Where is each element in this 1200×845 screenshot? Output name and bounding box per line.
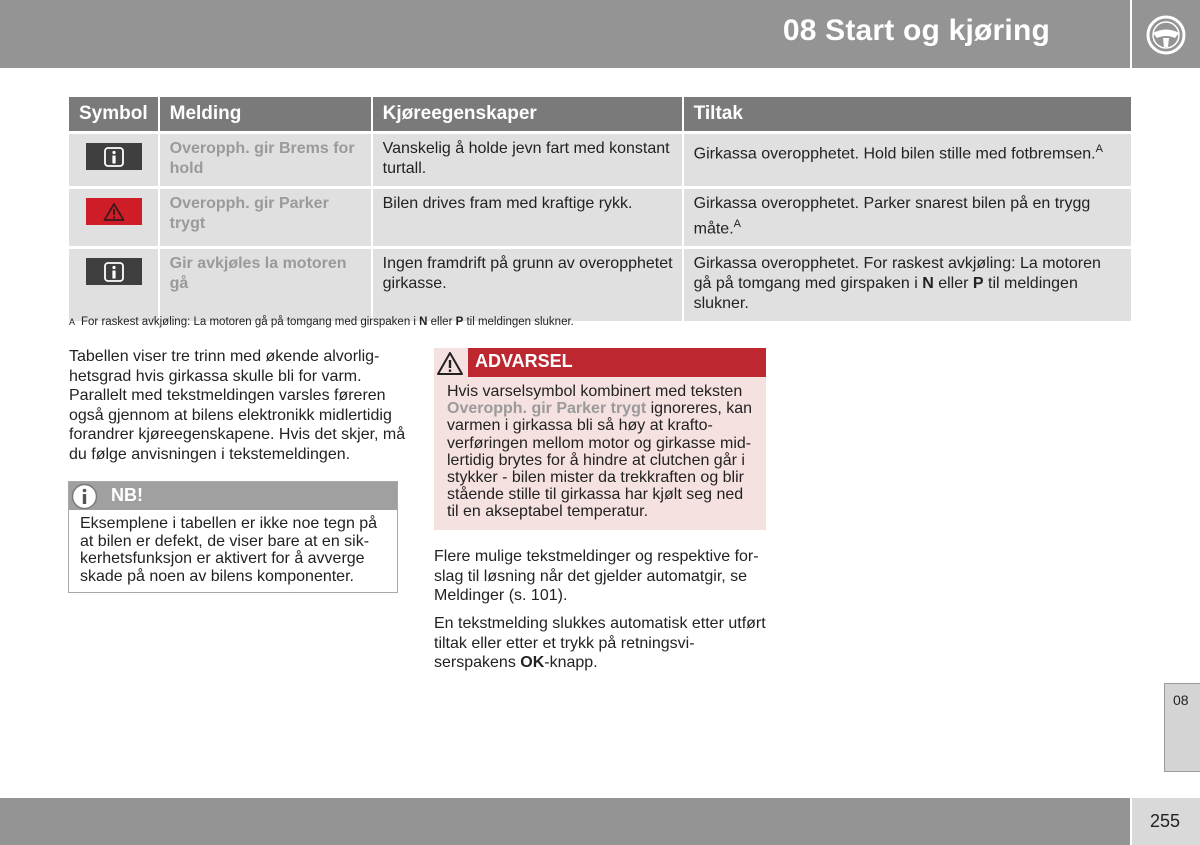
- warning-text: [447, 383, 757, 521]
- page-number: 255: [1150, 811, 1181, 831]
- paragraph-text: -knapp.: [544, 654, 598, 671]
- table-header-row: [69, 97, 1131, 133]
- col-header-behaviour: Kjøreegenskaper: [372, 97, 683, 133]
- info-icon: [103, 262, 125, 282]
- action-text: til meldingen slukner.: [693, 275, 1078, 313]
- warning-icon-holder: [434, 348, 468, 378]
- symbol-cell: [69, 188, 159, 248]
- gear-p: P: [972, 275, 984, 293]
- more-messages-paragraph: Flere mulige tekstmeldinger og respektive for-slag til løsning når det gjelder automatgir, se Meldinger (s. 101).: [434, 548, 759, 604]
- col-header-action: Tiltak: [683, 97, 1131, 133]
- symbol-box: [86, 143, 142, 170]
- footer-bar: [0, 798, 1130, 845]
- chapter-side-tab: [1164, 683, 1200, 772]
- warning-message-highlight: Overopph. gir Parker trygt: [447, 400, 647, 418]
- symbol-box: [86, 198, 142, 225]
- chapter-icon-box: [1132, 0, 1200, 68]
- info-circle-icon: [71, 483, 98, 510]
- symbol-box: [86, 258, 142, 285]
- message-cell: Overopph. gir Parker trygt: [159, 188, 372, 248]
- warning-triangle-icon: [103, 202, 125, 222]
- behaviour-cell: Vanskelig å holde jevn fart med konstant turtall.: [372, 133, 683, 188]
- warning-triangle-icon: [436, 351, 464, 376]
- gear-n: N: [922, 275, 934, 293]
- action-text: Girkassa overopphetet. Hold bilen stille med fotbremsen.: [693, 145, 1096, 163]
- page-title: 08 Start og kjøring: [782, 14, 1050, 47]
- col-header-message: Melding: [159, 97, 372, 133]
- footnote-bold-n: N: [419, 316, 428, 328]
- note-text: Eksemplene i tabellen er ikke noe tegn på at bilen er defekt, de viser bare at en sik-kerhetsfunksjon er aktivert for å avverge skade på noen av bilens komponenter.: [80, 515, 378, 585]
- steering-wheel-icon: [1145, 14, 1187, 56]
- action-text: eller: [933, 275, 973, 293]
- symbol-cell: [69, 248, 159, 322]
- message-dismiss-paragraph: [434, 614, 774, 673]
- action-cell: [683, 188, 1131, 248]
- message-cell: Gir avkjøles la motoren gå: [159, 248, 372, 322]
- col-header-symbol: Symbol: [69, 97, 159, 133]
- intro-paragraph: Tabellen viser tre trinn med økende alvorlig-hetsgrad hvis girkassa skulle bli for varm. Parallelt med tekstmeldingen varsles føreren også gjennom at bilens elektronikk midlertidig forandrer kjøreegenskapene. Hvis det skjer, må du følge anvisningen i tekstemeldingen.: [69, 348, 406, 463]
- warning-text-part: Hvis varselsymbol kombinert med teksten: [447, 383, 743, 400]
- table-row: [69, 133, 1131, 188]
- behaviour-cell: Ingen framdrift på grunn av overopphetet girkasse.: [372, 248, 683, 322]
- footnote-text: til meldingen slukner.: [463, 316, 574, 328]
- footnote-bold-p: P: [455, 316, 464, 328]
- warning-text-part: ignoreres, kan varmen i girkassa bli så høy at krafto-verføringen mellom motor og girkasse mid-lertidig brytes for å hindre at clutchen går i stykker - bilen mister da trekkraften og blir stående stille til girkassa har kjølt seg ned til en akseptabel temperatur.: [447, 400, 753, 521]
- table-row: [69, 248, 1131, 322]
- action-text: Girkassa overopphetet. Parker snarest bilen på en trygg måte.: [693, 195, 1091, 238]
- footnote-mark: A: [69, 317, 76, 327]
- chapter-tab-number: 08: [1173, 692, 1189, 708]
- message-cell: Overopph. gir Brems for hold: [159, 133, 372, 188]
- paragraph-text: En tekstmelding slukkes automatisk etter utført tiltak eller etter et trykk på retningsvi-serspakens: [434, 615, 766, 671]
- action-cell: [683, 248, 1131, 322]
- warning-label: ADVARSEL: [475, 351, 573, 371]
- note-label: NB!: [111, 485, 143, 505]
- table-row: [69, 188, 1131, 248]
- ok-button-label: OK: [520, 654, 545, 671]
- warning-box: [434, 348, 766, 530]
- action-text: Girkassa overopphetet. For raskest avkjøling: La motoren gå på tomgang med girspaken i: [693, 255, 1101, 293]
- behaviour-cell: Bilen drives fram med kraftige rykk.: [372, 188, 683, 248]
- footnote-text: For raskest avkjøling: La motoren gå på tomgang med girspaken i: [81, 316, 420, 328]
- note-header: [69, 482, 397, 510]
- header-bar: [0, 0, 1130, 68]
- footnote-ref: A: [733, 218, 741, 230]
- page-number-box: [1132, 798, 1200, 845]
- footnote-text: eller: [427, 316, 456, 328]
- table-footnote: [69, 316, 574, 328]
- symbol-cell: [69, 133, 159, 188]
- action-cell: [683, 133, 1131, 188]
- info-icon: [103, 147, 125, 167]
- messages-table: [69, 97, 1131, 321]
- warning-header: [434, 348, 766, 377]
- note-box: [68, 481, 398, 593]
- footnote-ref: A: [1095, 143, 1103, 155]
